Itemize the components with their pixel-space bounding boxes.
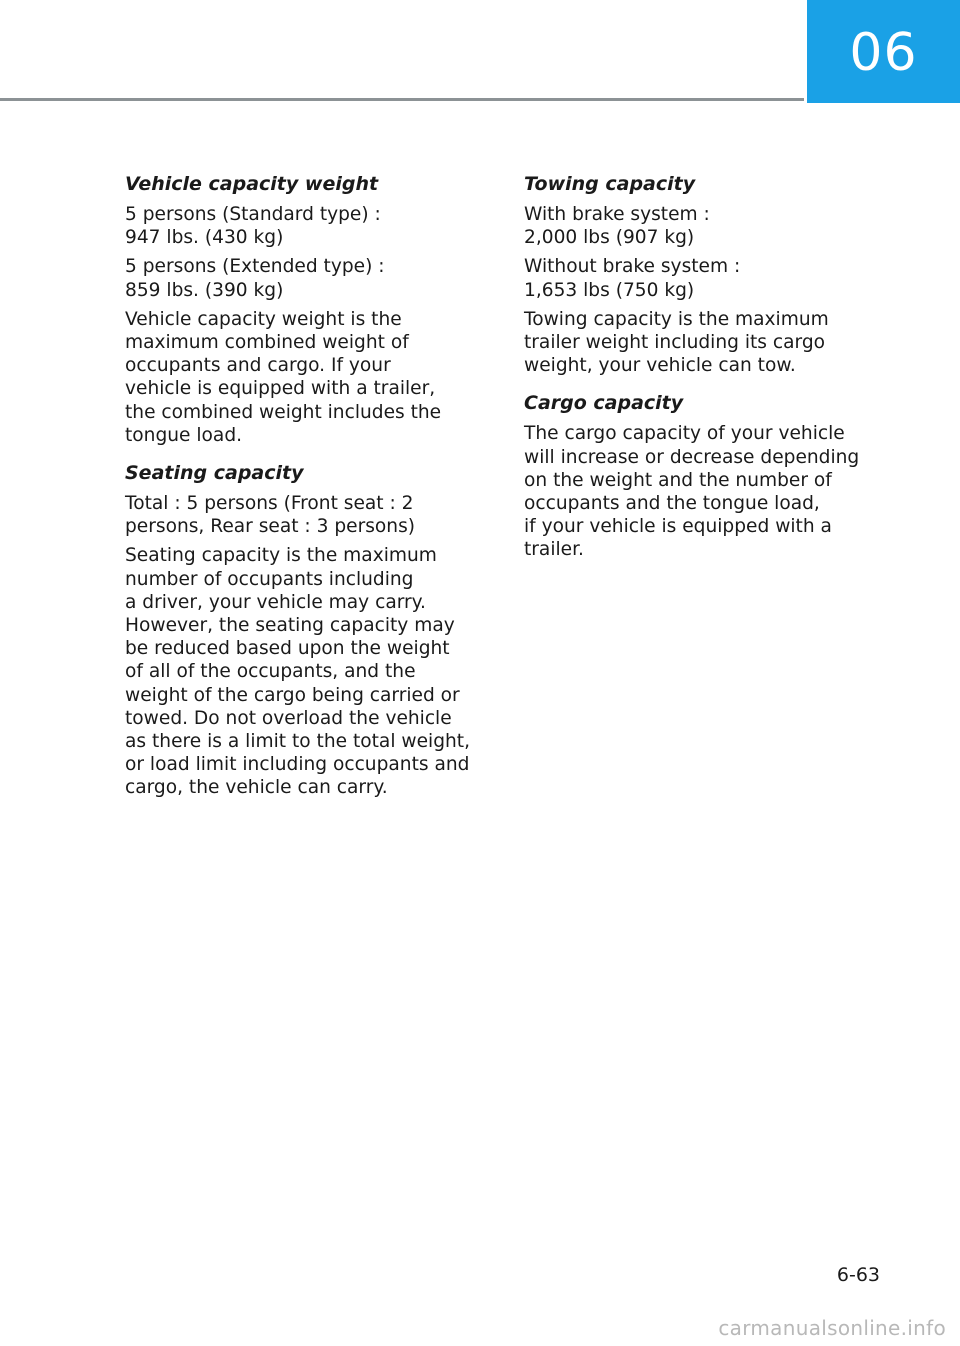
- seating-capacity-section: [125, 461, 495, 800]
- left-column: [125, 172, 495, 814]
- vehicle-capacity-description: Vehicle capacity weight is the maximum combined weight of occupants and cargo. If your vehicle is equipped with a trailer, the combined weight includes the tongue load.: [125, 308, 442, 446]
- towing-capacity-heading: Towing capacity: [524, 173, 696, 195]
- seating-capacity-description: Seating capacity is the maximum number of occupants including a driver, your vehicle may carry. However, the seating capacity may be reduced based upon the weight of all of the occupants, and the weight of the cargo being carried or towed. Do not overload the vehicle as there is a limit to the total weight, or load limit including occupants and cargo, the vehicle can carry.: [125, 545, 471, 799]
- vehicle-capacity-section: [125, 172, 495, 447]
- with-brake-capacity: With brake system : 2,000 lbs (907 kg): [524, 204, 710, 249]
- seating-capacity-total: Total : 5 persons (Front seat : 2 persons, Rear seat : 3 persons): [125, 493, 416, 538]
- towing-capacity-description: Towing capacity is the maximum trailer weight including its cargo weight, your vehicle can tow.: [524, 308, 829, 377]
- towing-capacity-section: [524, 172, 894, 377]
- header-rule: [0, 98, 804, 101]
- page-number: 6-63: [836, 1264, 880, 1286]
- watermark: carmanualsonline.info: [718, 1316, 946, 1340]
- extended-type-capacity: 5 persons (Extended type) : 859 lbs. (390 kg): [125, 256, 385, 301]
- vehicle-capacity-heading: Vehicle capacity weight: [125, 173, 379, 195]
- chapter-number: 06: [849, 22, 918, 83]
- cargo-capacity-heading: Cargo capacity: [524, 392, 684, 415]
- standard-type-capacity: 5 persons (Standard type) : 947 lbs. (430 kg): [125, 204, 381, 249]
- cargo-capacity-description: The cargo capacity of your vehicle will increase or decrease depending on the weight and the number of occupants and the tongue load, if your vehicle is equipped with a trailer.: [524, 423, 860, 561]
- cargo-capacity-section: [524, 391, 894, 561]
- without-brake-capacity: Without brake system : 1,653 lbs (750 kg): [524, 256, 741, 301]
- seating-capacity-heading: Seating capacity: [125, 462, 304, 485]
- chapter-tab: [807, 0, 960, 103]
- right-column: [524, 172, 894, 576]
